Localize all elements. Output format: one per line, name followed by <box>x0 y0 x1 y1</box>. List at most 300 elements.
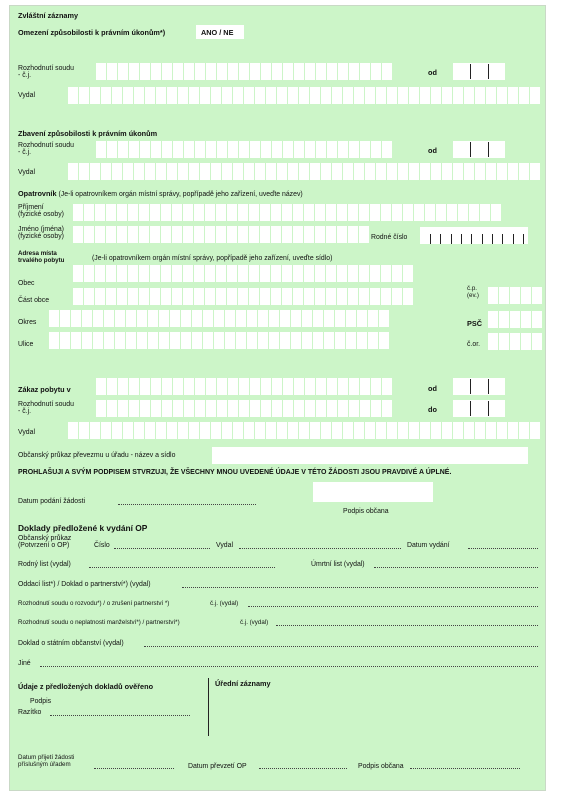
character-cell[interactable] <box>398 422 408 439</box>
character-cell[interactable] <box>305 400 315 417</box>
character-cell[interactable] <box>436 204 446 221</box>
character-cell[interactable] <box>79 87 89 104</box>
character-cell[interactable] <box>139 288 149 305</box>
character-cell[interactable] <box>499 287 509 304</box>
character-cell[interactable] <box>222 87 232 104</box>
character-cell[interactable] <box>194 265 204 282</box>
character-cell[interactable] <box>161 226 171 243</box>
character-cell[interactable] <box>112 163 122 180</box>
character-cell[interactable] <box>403 288 413 305</box>
character-cell[interactable] <box>115 332 125 349</box>
character-cell[interactable] <box>128 288 138 305</box>
character-cell[interactable] <box>227 226 237 243</box>
character-cell[interactable] <box>93 332 103 349</box>
character-cell[interactable] <box>469 204 479 221</box>
character-cell[interactable] <box>93 310 103 327</box>
character-cell[interactable] <box>140 400 150 417</box>
character-cell[interactable] <box>227 265 237 282</box>
character-cell[interactable] <box>381 288 391 305</box>
character-cell[interactable] <box>371 63 381 80</box>
character-cell[interactable] <box>305 378 315 395</box>
character-cell[interactable] <box>349 378 359 395</box>
character-cell[interactable] <box>453 87 463 104</box>
character-cell[interactable] <box>126 332 136 349</box>
character-cell[interactable] <box>376 163 386 180</box>
character-cell[interactable] <box>420 422 430 439</box>
character-cell[interactable] <box>90 422 100 439</box>
character-cell[interactable] <box>354 163 364 180</box>
character-cell[interactable] <box>360 63 370 80</box>
character-cell[interactable] <box>343 163 353 180</box>
divorce-line[interactable] <box>248 606 538 607</box>
character-cell[interactable] <box>338 378 348 395</box>
character-cell[interactable] <box>222 422 232 439</box>
character-cell[interactable] <box>327 141 337 158</box>
character-cell[interactable] <box>82 310 92 327</box>
character-cell[interactable] <box>315 204 325 221</box>
footer-signature-line[interactable] <box>410 768 520 769</box>
character-cell[interactable] <box>294 63 304 80</box>
character-cell[interactable] <box>365 87 375 104</box>
character-cell[interactable] <box>206 378 216 395</box>
character-cell[interactable] <box>288 422 298 439</box>
other-line[interactable] <box>40 666 538 667</box>
character-cell[interactable] <box>107 400 117 417</box>
character-cell[interactable] <box>510 333 520 350</box>
from-date-field[interactable] <box>453 63 505 80</box>
character-cell[interactable] <box>357 332 367 349</box>
residence-ban-issued-field[interactable] <box>68 422 540 439</box>
character-cell[interactable] <box>239 63 249 80</box>
character-cell[interactable] <box>238 226 248 243</box>
character-cell[interactable] <box>332 87 342 104</box>
character-cell[interactable] <box>228 63 238 80</box>
character-cell[interactable] <box>247 310 257 327</box>
submission-date-line[interactable] <box>118 504 256 505</box>
character-cell[interactable] <box>115 310 125 327</box>
character-cell[interactable] <box>79 422 89 439</box>
character-cell[interactable] <box>73 265 83 282</box>
character-cell[interactable] <box>315 265 325 282</box>
character-cell[interactable] <box>112 422 122 439</box>
character-cell[interactable] <box>370 204 380 221</box>
character-cell[interactable] <box>156 422 166 439</box>
character-cell[interactable] <box>140 141 150 158</box>
character-cell[interactable] <box>236 332 246 349</box>
character-cell[interactable] <box>90 163 100 180</box>
character-cell[interactable] <box>123 422 133 439</box>
character-cell[interactable] <box>233 422 243 439</box>
character-cell[interactable] <box>354 87 364 104</box>
character-cell[interactable] <box>349 141 359 158</box>
character-cell[interactable] <box>299 163 309 180</box>
character-cell[interactable] <box>337 204 347 221</box>
character-cell[interactable] <box>150 265 160 282</box>
character-cell[interactable] <box>183 288 193 305</box>
character-cell[interactable] <box>227 204 237 221</box>
character-cell[interactable] <box>173 141 183 158</box>
character-cell[interactable] <box>291 310 301 327</box>
marriage-cert-line[interactable] <box>182 587 538 588</box>
character-cell[interactable] <box>508 422 518 439</box>
character-cell[interactable] <box>178 163 188 180</box>
character-cell[interactable] <box>261 63 271 80</box>
character-cell[interactable] <box>283 63 293 80</box>
character-cell[interactable] <box>266 87 276 104</box>
character-cell[interactable] <box>299 87 309 104</box>
character-cell[interactable] <box>508 163 518 180</box>
character-cell[interactable] <box>480 204 490 221</box>
character-cell[interactable] <box>195 400 205 417</box>
character-cell[interactable] <box>84 226 94 243</box>
character-cell[interactable] <box>376 87 386 104</box>
character-cell[interactable] <box>95 288 105 305</box>
character-cell[interactable] <box>178 87 188 104</box>
character-cell[interactable] <box>442 422 452 439</box>
character-cell[interactable] <box>359 288 369 305</box>
character-cell[interactable] <box>379 332 389 349</box>
character-cell[interactable] <box>205 226 215 243</box>
character-cell[interactable] <box>129 63 139 80</box>
character-cell[interactable] <box>304 204 314 221</box>
orientation-number-field[interactable] <box>488 333 542 350</box>
character-cell[interactable] <box>173 378 183 395</box>
character-cell[interactable] <box>183 226 193 243</box>
character-cell[interactable] <box>150 204 160 221</box>
character-cell[interactable] <box>82 332 92 349</box>
character-cell[interactable] <box>316 378 326 395</box>
character-cell[interactable] <box>200 87 210 104</box>
issued-field[interactable] <box>68 87 540 104</box>
character-cell[interactable] <box>392 288 402 305</box>
character-cell[interactable] <box>217 400 227 417</box>
character-cell[interactable] <box>140 378 150 395</box>
character-cell[interactable] <box>488 287 498 304</box>
birth-cert-line[interactable] <box>89 567 275 568</box>
character-cell[interactable] <box>118 378 128 395</box>
character-cell[interactable] <box>71 310 81 327</box>
character-cell[interactable] <box>271 288 281 305</box>
character-cell[interactable] <box>337 226 347 243</box>
character-cell[interactable] <box>326 226 336 243</box>
character-cell[interactable] <box>60 332 70 349</box>
character-cell[interactable] <box>238 288 248 305</box>
character-cell[interactable] <box>420 163 430 180</box>
character-cell[interactable] <box>192 310 202 327</box>
character-cell[interactable] <box>280 332 290 349</box>
character-cell[interactable] <box>206 63 216 80</box>
residence-ban-until-field[interactable] <box>453 400 505 417</box>
character-cell[interactable] <box>247 332 257 349</box>
character-cell[interactable] <box>148 332 158 349</box>
character-cell[interactable] <box>159 310 169 327</box>
character-cell[interactable] <box>327 63 337 80</box>
character-cell[interactable] <box>200 422 210 439</box>
character-cell[interactable] <box>228 141 238 158</box>
character-cell[interactable] <box>117 288 127 305</box>
character-cell[interactable] <box>233 87 243 104</box>
character-cell[interactable] <box>370 288 380 305</box>
character-cell[interactable] <box>431 87 441 104</box>
character-cell[interactable] <box>332 422 342 439</box>
character-cell[interactable] <box>321 163 331 180</box>
character-cell[interactable] <box>73 226 83 243</box>
character-cell[interactable] <box>387 422 397 439</box>
character-cell[interactable] <box>283 378 293 395</box>
character-cell[interactable] <box>161 288 171 305</box>
character-cell[interactable] <box>519 163 529 180</box>
character-cell[interactable] <box>162 63 172 80</box>
character-cell[interactable] <box>266 163 276 180</box>
residence-ban-field[interactable] <box>96 378 392 395</box>
character-cell[interactable] <box>403 265 413 282</box>
residence-ban-court-field[interactable] <box>96 400 392 417</box>
character-cell[interactable] <box>184 400 194 417</box>
character-cell[interactable] <box>195 141 205 158</box>
character-cell[interactable] <box>250 141 260 158</box>
court-decision-field[interactable] <box>96 63 392 80</box>
character-cell[interactable] <box>414 204 424 221</box>
character-cell[interactable] <box>211 87 221 104</box>
character-cell[interactable] <box>269 310 279 327</box>
character-cell[interactable] <box>250 378 260 395</box>
character-cell[interactable] <box>313 332 323 349</box>
character-cell[interactable] <box>321 422 331 439</box>
character-cell[interactable] <box>258 332 268 349</box>
character-cell[interactable] <box>282 226 292 243</box>
character-cell[interactable] <box>239 400 249 417</box>
character-cell[interactable] <box>211 422 221 439</box>
received-date-line[interactable] <box>94 768 174 769</box>
character-cell[interactable] <box>327 400 337 417</box>
character-cell[interactable] <box>357 310 367 327</box>
character-cell[interactable] <box>486 422 496 439</box>
character-cell[interactable] <box>277 163 287 180</box>
character-cell[interactable] <box>464 422 474 439</box>
character-cell[interactable] <box>172 226 182 243</box>
character-cell[interactable] <box>294 400 304 417</box>
character-cell[interactable] <box>359 204 369 221</box>
character-cell[interactable] <box>106 265 116 282</box>
character-cell[interactable] <box>205 204 215 221</box>
character-cell[interactable] <box>280 310 290 327</box>
character-cell[interactable] <box>277 422 287 439</box>
character-cell[interactable] <box>261 141 271 158</box>
character-cell[interactable] <box>222 163 232 180</box>
character-cell[interactable] <box>346 310 356 327</box>
character-cell[interactable] <box>316 141 326 158</box>
character-cell[interactable] <box>486 87 496 104</box>
character-cell[interactable] <box>68 422 78 439</box>
character-cell[interactable] <box>315 288 325 305</box>
character-cell[interactable] <box>464 87 474 104</box>
character-cell[interactable] <box>371 400 381 417</box>
character-cell[interactable] <box>216 204 226 221</box>
character-cell[interactable] <box>249 288 259 305</box>
character-cell[interactable] <box>68 87 78 104</box>
character-cell[interactable] <box>150 288 160 305</box>
character-cell[interactable] <box>71 332 81 349</box>
character-cell[interactable] <box>326 288 336 305</box>
character-cell[interactable] <box>49 310 59 327</box>
character-cell[interactable] <box>106 288 116 305</box>
character-cell[interactable] <box>238 265 248 282</box>
character-cell[interactable] <box>151 141 161 158</box>
character-cell[interactable] <box>225 332 235 349</box>
character-cell[interactable] <box>145 87 155 104</box>
character-cell[interactable] <box>337 288 347 305</box>
character-cell[interactable] <box>189 87 199 104</box>
character-cell[interactable] <box>145 422 155 439</box>
character-cell[interactable] <box>203 310 213 327</box>
character-cell[interactable] <box>324 332 334 349</box>
character-cell[interactable] <box>266 422 276 439</box>
character-cell[interactable] <box>321 87 331 104</box>
character-cell[interactable] <box>464 163 474 180</box>
character-cell[interactable] <box>172 265 182 282</box>
character-cell[interactable] <box>255 163 265 180</box>
character-cell[interactable] <box>134 87 144 104</box>
character-cell[interactable] <box>183 265 193 282</box>
district-field[interactable] <box>49 310 389 327</box>
character-cell[interactable] <box>338 63 348 80</box>
character-cell[interactable] <box>211 163 221 180</box>
character-cell[interactable] <box>167 422 177 439</box>
character-cell[interactable] <box>288 163 298 180</box>
issue-date-line[interactable] <box>468 548 538 549</box>
character-cell[interactable] <box>189 163 199 180</box>
character-cell[interactable] <box>293 265 303 282</box>
character-cell[interactable] <box>387 87 397 104</box>
character-cell[interactable] <box>349 400 359 417</box>
character-cell[interactable] <box>172 204 182 221</box>
character-cell[interactable] <box>304 265 314 282</box>
character-cell[interactable] <box>194 226 204 243</box>
character-cell[interactable] <box>327 378 337 395</box>
character-cell[interactable] <box>101 422 111 439</box>
character-cell[interactable] <box>381 265 391 282</box>
character-cell[interactable] <box>117 265 127 282</box>
character-cell[interactable] <box>126 310 136 327</box>
character-cell[interactable] <box>346 332 356 349</box>
character-cell[interactable] <box>420 87 430 104</box>
character-cell[interactable] <box>217 378 227 395</box>
character-cell[interactable] <box>532 311 542 328</box>
character-cell[interactable] <box>178 422 188 439</box>
character-cell[interactable] <box>337 265 347 282</box>
character-cell[interactable] <box>128 204 138 221</box>
character-cell[interactable] <box>101 163 111 180</box>
character-cell[interactable] <box>409 422 419 439</box>
character-cell[interactable] <box>129 400 139 417</box>
character-cell[interactable] <box>447 204 457 221</box>
character-cell[interactable] <box>195 63 205 80</box>
character-cell[interactable] <box>282 288 292 305</box>
character-cell[interactable] <box>151 378 161 395</box>
character-cell[interactable] <box>205 265 215 282</box>
character-cell[interactable] <box>431 163 441 180</box>
character-cell[interactable] <box>425 204 435 221</box>
character-cell[interactable] <box>239 378 249 395</box>
number-line[interactable] <box>114 548 210 549</box>
character-cell[interactable] <box>183 204 193 221</box>
verification-line[interactable] <box>50 715 190 716</box>
character-cell[interactable] <box>304 226 314 243</box>
character-cell[interactable] <box>475 87 485 104</box>
character-cell[interactable] <box>349 63 359 80</box>
character-cell[interactable] <box>398 163 408 180</box>
character-cell[interactable] <box>206 141 216 158</box>
character-cell[interactable] <box>137 310 147 327</box>
character-cell[interactable] <box>255 422 265 439</box>
character-cell[interactable] <box>225 310 235 327</box>
character-cell[interactable] <box>510 287 520 304</box>
character-cell[interactable] <box>84 204 94 221</box>
character-cell[interactable] <box>96 63 106 80</box>
character-cell[interactable] <box>173 63 183 80</box>
character-cell[interactable] <box>123 87 133 104</box>
deprivation-from-field[interactable] <box>453 141 505 158</box>
character-cell[interactable] <box>184 378 194 395</box>
character-cell[interactable] <box>475 163 485 180</box>
character-cell[interactable] <box>360 400 370 417</box>
character-cell[interactable] <box>79 163 89 180</box>
character-cell[interactable] <box>170 332 180 349</box>
character-cell[interactable] <box>68 163 78 180</box>
street-field[interactable] <box>49 332 389 349</box>
character-cell[interactable] <box>167 163 177 180</box>
character-cell[interactable] <box>379 310 389 327</box>
character-cell[interactable] <box>216 226 226 243</box>
character-cell[interactable] <box>73 204 83 221</box>
municipality-field[interactable] <box>73 265 413 282</box>
character-cell[interactable] <box>203 332 213 349</box>
character-cell[interactable] <box>305 63 315 80</box>
character-cell[interactable] <box>403 204 413 221</box>
character-cell[interactable] <box>304 288 314 305</box>
character-cell[interactable] <box>217 141 227 158</box>
character-cell[interactable] <box>134 422 144 439</box>
character-cell[interactable] <box>316 400 326 417</box>
character-cell[interactable] <box>104 310 114 327</box>
character-cell[interactable] <box>332 163 342 180</box>
character-cell[interactable] <box>335 310 345 327</box>
character-cell[interactable] <box>249 204 259 221</box>
municipality-part-field[interactable] <box>73 288 413 305</box>
character-cell[interactable] <box>530 422 540 439</box>
character-cell[interactable] <box>239 141 249 158</box>
character-cell[interactable] <box>161 204 171 221</box>
character-cell[interactable] <box>360 141 370 158</box>
character-cell[interactable] <box>216 288 226 305</box>
character-cell[interactable] <box>148 310 158 327</box>
character-cell[interactable] <box>118 141 128 158</box>
character-cell[interactable] <box>139 265 149 282</box>
character-cell[interactable] <box>387 163 397 180</box>
character-cell[interactable] <box>184 63 194 80</box>
character-cell[interactable] <box>123 163 133 180</box>
character-cell[interactable] <box>128 226 138 243</box>
character-cell[interactable] <box>161 265 171 282</box>
character-cell[interactable] <box>299 422 309 439</box>
character-cell[interactable] <box>305 141 315 158</box>
character-cell[interactable] <box>382 63 392 80</box>
character-cell[interactable] <box>272 400 282 417</box>
character-cell[interactable] <box>453 163 463 180</box>
character-cell[interactable] <box>359 265 369 282</box>
character-cell[interactable] <box>272 378 282 395</box>
character-cell[interactable] <box>499 333 509 350</box>
